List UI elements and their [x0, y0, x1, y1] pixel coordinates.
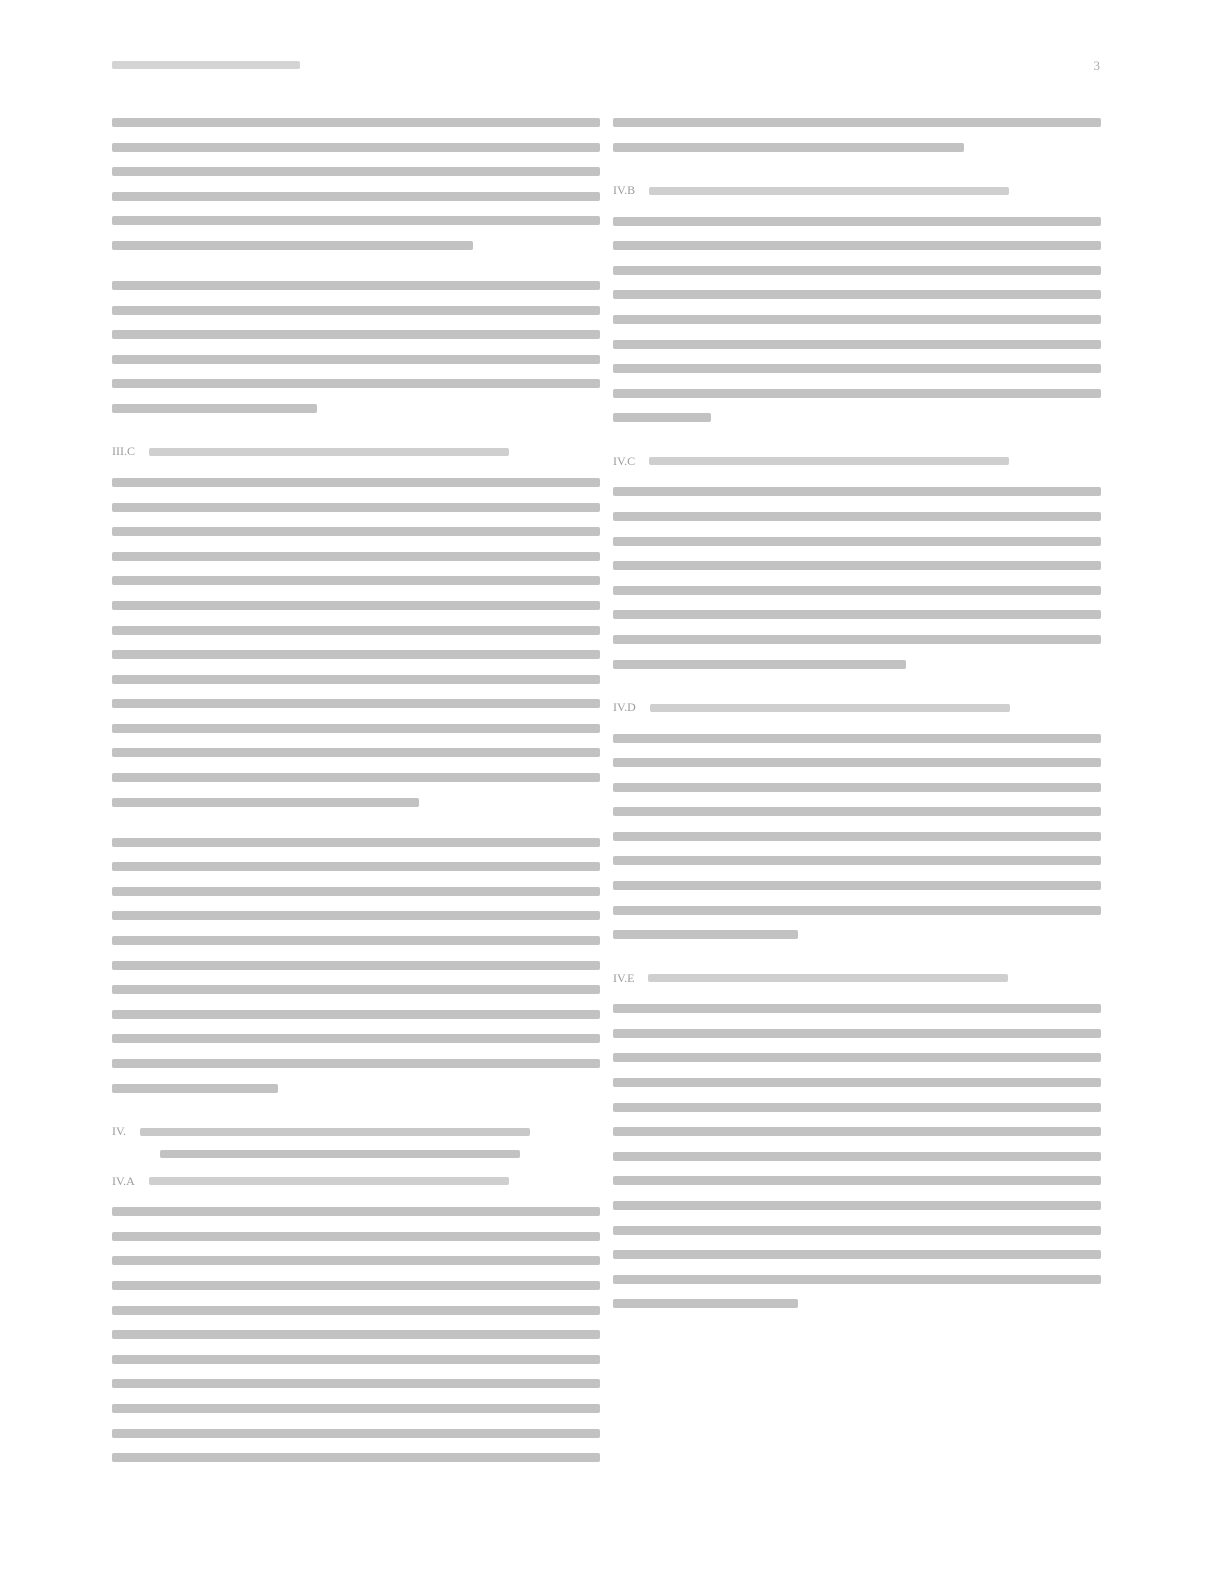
section-heading: [613, 970, 1101, 986]
text-line-placeholder: [112, 1256, 600, 1265]
text-line-placeholder: [613, 561, 1101, 570]
text-line-placeholder: [613, 758, 1101, 767]
running-header-title: [112, 61, 300, 69]
text-line-placeholder: [613, 881, 1101, 890]
section-heading: [613, 183, 1101, 199]
text-line-placeholder: [112, 216, 600, 225]
text-line-placeholder: [613, 783, 1101, 792]
text-line-placeholder: [112, 626, 600, 635]
text-line-placeholder: [613, 315, 1101, 324]
section-number: IV.E: [613, 970, 635, 985]
section-heading: [613, 453, 1101, 469]
text-line-placeholder: [112, 241, 473, 250]
text-line-placeholder: [613, 610, 1101, 619]
text-line-placeholder: [613, 1250, 1101, 1259]
text-line-placeholder: [112, 1330, 600, 1339]
text-line-placeholder: [613, 1226, 1101, 1235]
section-title-placeholder: [160, 1150, 520, 1158]
text-line-placeholder: [112, 527, 600, 536]
text-line-placeholder: [112, 143, 600, 152]
text-line-placeholder: [112, 503, 600, 512]
text-line-placeholder: [112, 478, 600, 487]
text-line-placeholder: [613, 856, 1101, 865]
text-line-placeholder: [112, 724, 600, 733]
section-number: IV.C: [613, 453, 636, 468]
body-paragraph: [613, 734, 1101, 940]
body-paragraph: [112, 838, 600, 1093]
text-line-placeholder: [613, 1299, 798, 1308]
text-line-placeholder: [613, 413, 711, 422]
section-heading: [613, 700, 1101, 716]
text-line-placeholder: [112, 167, 600, 176]
text-line-placeholder: [613, 389, 1101, 398]
section-heading: [112, 1173, 600, 1189]
right-column: [613, 118, 1101, 1339]
text-line-placeholder: [613, 1004, 1101, 1013]
text-line-placeholder: [112, 798, 419, 807]
text-line-placeholder: [112, 1232, 600, 1241]
body-paragraph: [613, 118, 1101, 152]
section-number: IV.A: [112, 1173, 135, 1188]
section-number: III.C: [112, 444, 135, 459]
text-line-placeholder: [112, 306, 600, 315]
text-line-placeholder: [112, 330, 600, 339]
text-line-placeholder: [613, 734, 1101, 743]
section-title-placeholder: [650, 704, 1010, 712]
text-line-placeholder: [112, 650, 600, 659]
text-line-placeholder: [613, 586, 1101, 595]
text-line-placeholder: [112, 838, 600, 847]
page-number: 3: [1093, 58, 1100, 73]
text-line-placeholder: [112, 1306, 600, 1315]
text-line-placeholder: [613, 1176, 1101, 1185]
text-line-placeholder: [112, 675, 600, 684]
text-line-placeholder: [613, 1275, 1101, 1284]
text-line-placeholder: [112, 862, 600, 871]
text-line-placeholder: [613, 512, 1101, 521]
text-line-placeholder: [112, 1207, 600, 1216]
body-paragraph: [613, 487, 1101, 668]
text-line-placeholder: [613, 118, 1101, 127]
text-line-placeholder: [112, 773, 600, 782]
body-paragraph: [613, 217, 1101, 423]
text-line-placeholder: [112, 355, 600, 364]
text-line-placeholder: [613, 1103, 1101, 1112]
text-line-placeholder: [613, 1127, 1101, 1136]
text-line-placeholder: [613, 1152, 1101, 1161]
body-paragraph: [112, 118, 600, 250]
text-line-placeholder: [613, 832, 1101, 841]
text-line-placeholder: [112, 1034, 600, 1043]
left-column: [112, 118, 600, 1493]
section-title-placeholder: [648, 974, 1008, 982]
body-paragraph: [112, 1207, 600, 1462]
section-heading: [112, 1124, 600, 1140]
text-line-placeholder: [112, 936, 600, 945]
text-line-placeholder: [613, 807, 1101, 816]
text-line-placeholder: [112, 404, 317, 413]
text-line-placeholder: [112, 1429, 600, 1438]
body-paragraph: [112, 478, 600, 807]
text-line-placeholder: [613, 537, 1101, 546]
text-line-placeholder: [112, 1404, 600, 1413]
text-line-placeholder: [613, 1029, 1101, 1038]
text-line-placeholder: [112, 911, 600, 920]
running-header: [112, 58, 1100, 74]
text-line-placeholder: [613, 266, 1101, 275]
text-line-placeholder: [613, 660, 906, 669]
text-line-placeholder: [112, 1355, 600, 1364]
body-paragraph: [613, 1004, 1101, 1308]
text-line-placeholder: [613, 364, 1101, 373]
text-line-placeholder: [112, 576, 600, 585]
text-line-placeholder: [112, 1084, 278, 1093]
section-title-placeholder: [649, 187, 1009, 195]
text-line-placeholder: [112, 1453, 600, 1462]
text-line-placeholder: [613, 930, 798, 939]
text-line-placeholder: [112, 379, 600, 388]
text-line-placeholder: [112, 1379, 600, 1388]
section-title-placeholder: [140, 1128, 530, 1136]
text-line-placeholder: [613, 143, 964, 152]
text-line-placeholder: [112, 699, 600, 708]
text-line-placeholder: [613, 1201, 1101, 1210]
section-number: IV.: [112, 1124, 127, 1139]
section-number: IV.B: [613, 183, 636, 198]
section-title-placeholder: [149, 448, 509, 456]
section-title-placeholder: [649, 457, 1009, 465]
text-line-placeholder: [613, 340, 1101, 349]
section-number: IV.D: [613, 700, 636, 714]
body-paragraph: [112, 281, 600, 413]
text-line-placeholder: [112, 985, 600, 994]
text-line-placeholder: [112, 552, 600, 561]
text-line-placeholder: [613, 906, 1101, 915]
text-line-placeholder: [613, 290, 1101, 299]
text-line-placeholder: [613, 487, 1101, 496]
text-line-placeholder: [112, 192, 600, 201]
text-line-placeholder: [112, 1059, 600, 1068]
text-line-placeholder: [112, 961, 600, 970]
text-line-placeholder: [112, 748, 600, 757]
text-line-placeholder: [613, 217, 1101, 226]
text-line-placeholder: [613, 241, 1101, 250]
text-line-placeholder: [112, 1010, 600, 1019]
text-line-placeholder: [112, 1281, 600, 1290]
text-line-placeholder: [613, 1078, 1101, 1087]
section-heading: [112, 444, 600, 460]
text-line-placeholder: [112, 601, 600, 610]
text-line-placeholder: [112, 281, 600, 290]
text-line-placeholder: [112, 118, 600, 127]
text-line-placeholder: [613, 1053, 1101, 1062]
text-line-placeholder: [613, 635, 1101, 644]
section-title-placeholder: [149, 1177, 509, 1185]
text-line-placeholder: [112, 887, 600, 896]
